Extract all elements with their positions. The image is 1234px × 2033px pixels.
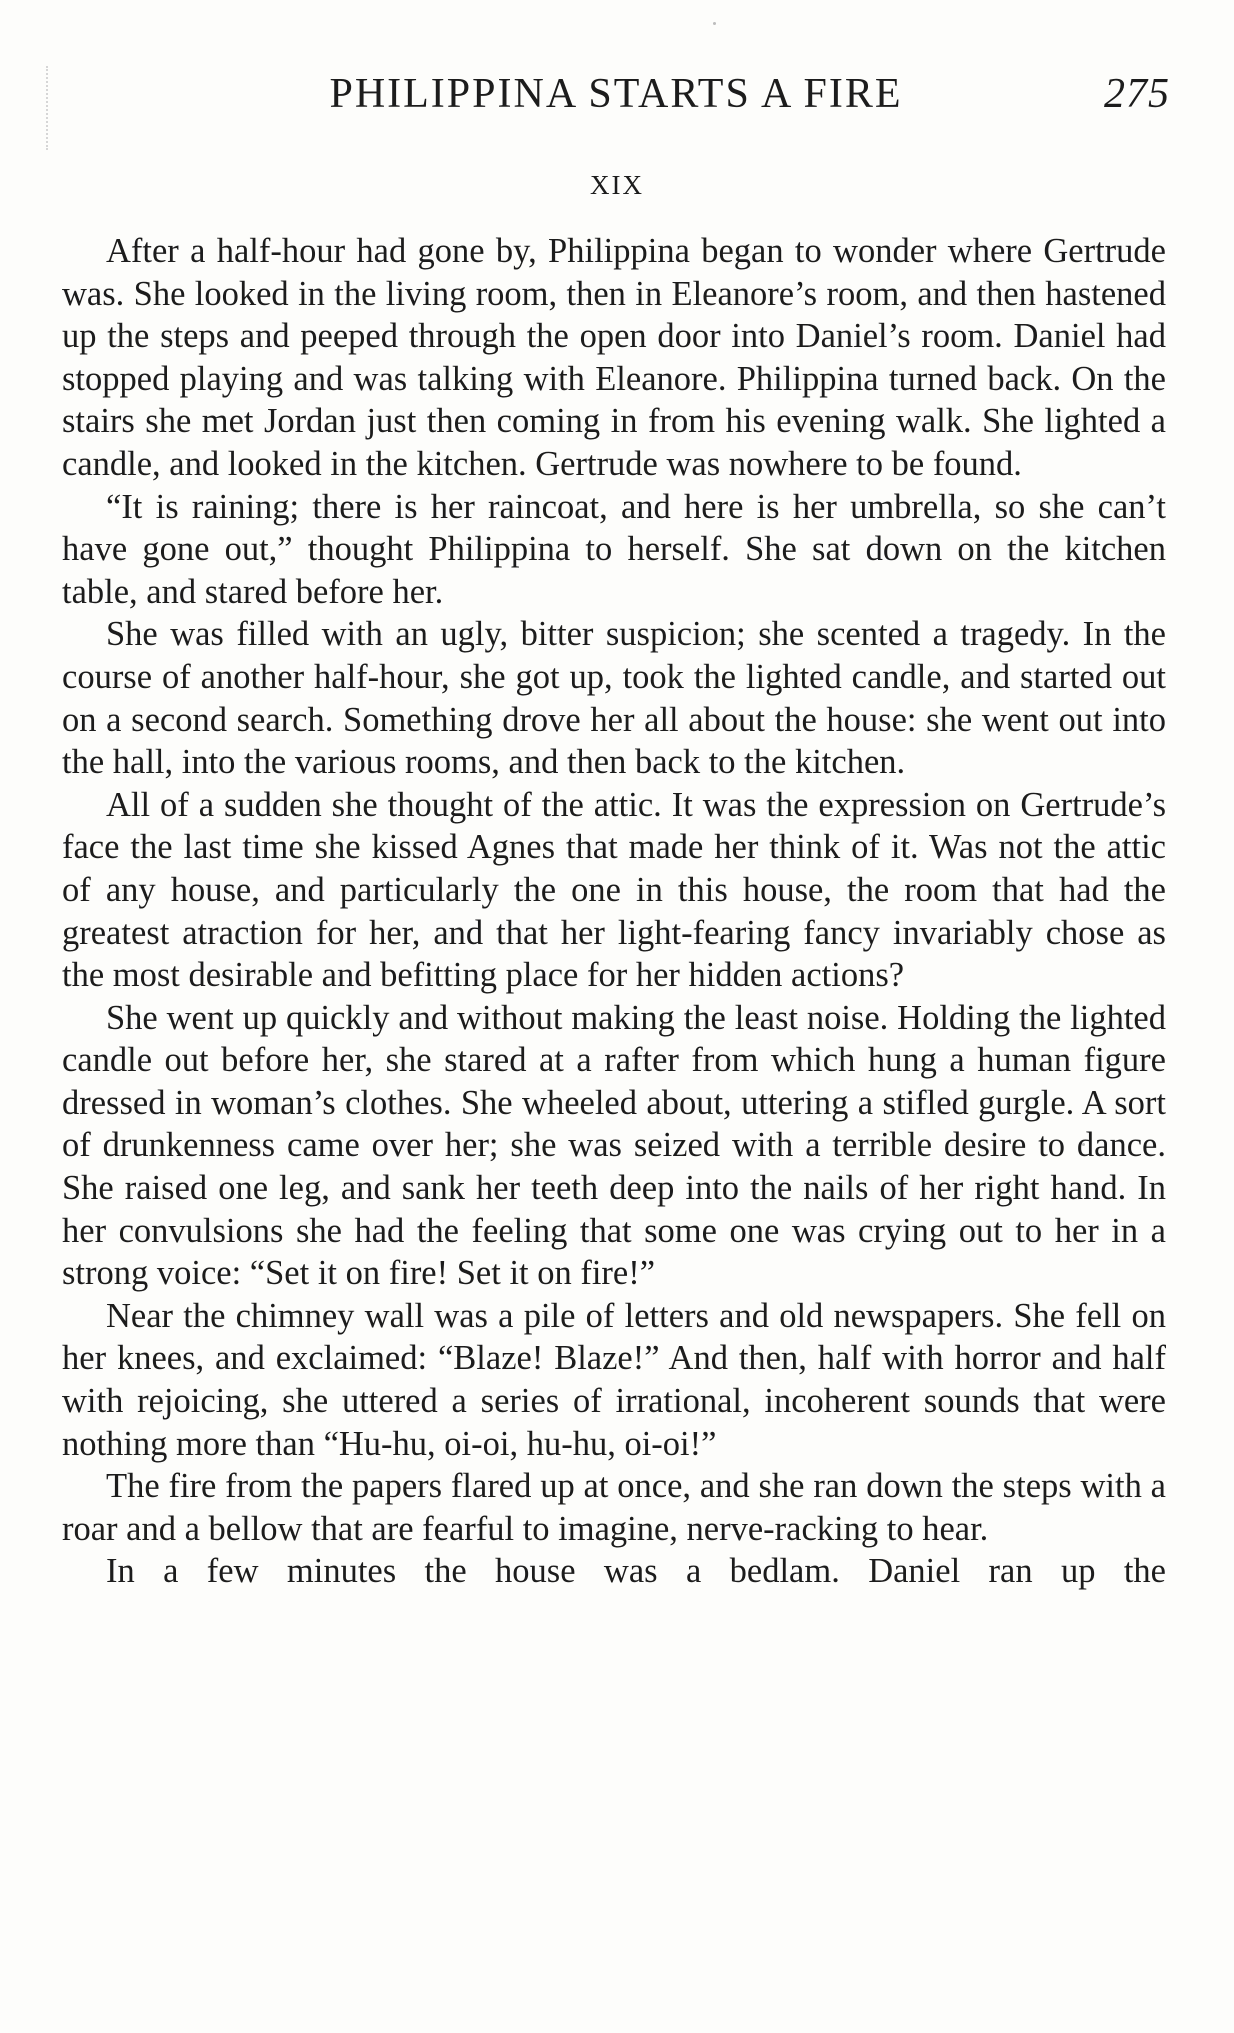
paragraph: “It is raining; there is her raincoat, and here is her umbrella, so she can’t have gone out,” thought Philippina to herself. She sat down on the kitchen table, and stared before her. (62, 487, 1166, 611)
paper-speck (713, 22, 716, 25)
running-title: PHILIPPINA STARTS A FIRE (329, 71, 903, 117)
paragraph: In a few minutes the house was a bedlam. Daniel ran up the (106, 1552, 1166, 1591)
paragraph: She was filled with an ugly, bitter suspicion; she scented a tragedy. In the course of another half-hour, she got up, took the lighted candle, and started out on a second search. Something drove her all about the house: she went out into the hall, into the various rooms, and then back to the kitchen. (62, 615, 1166, 782)
paragraph: She went up quickly and without making the least noise. Holding the lighted candle out before her, she stared at a rafter from which hung a human figure dressed in woman’s clothes. She wheeled about, uttering a stifled gurgle. A sort of drunkenness came over her; she was seized with a terrible desire to dance. She raised one leg, and sank her teeth deep into the nails of her right hand. In her convulsions she had the feeling that some one was crying out to her in a strong voice: “Set it on fire! Set it on fire!” (62, 998, 1166, 1293)
page-number: 275 (1104, 71, 1170, 117)
paragraph: The fire from the papers flared up at once, and she ran down the steps with a roar and a bellow that are fearful to imagine, nerve-racking to hear. (62, 1467, 1166, 1548)
paragraph: Near the chimney wall was a pile of letters and old newspapers. She fell on her knees, and exclaimed: “Blaze! Blaze!” And then, half with horror and half with rejoicing, she uttered a series of irrational, incoherent sounds that were nothing more than “Hu-hu, oi-oi, hu-hu, oi-oi!” (62, 1296, 1166, 1463)
paragraph: After a half-hour had gone by, Philippina began to wonder where Gertrude was. She looked in the living room, then in Eleanore’s room, and then hastened up the steps and peeped through the open door into Daniel’s room. Daniel had stopped playing and was talking with Eleanore. Philippina turned back. On the stairs she met Jordan just then coming in from his evening walk. She lighted a candle, and looked in the kitchen. Gertrude was nowhere to be found. (62, 232, 1166, 483)
chapter-number: XIX (590, 170, 644, 200)
gutter-shadow (46, 66, 58, 150)
paragraph: All of a sudden she thought of the attic. It was the expression on Gertrude’s face the last time she kissed Agnes that made her think of it. Was not the attic of any house, and particularly the one in this house, the room that had the greatest atraction for her, and that her light-fearing fancy invariably chose as the most desirable and befitting place for her hidden actions? (62, 785, 1166, 995)
body-text (62, 230, 1166, 1593)
page-header (62, 70, 1170, 130)
